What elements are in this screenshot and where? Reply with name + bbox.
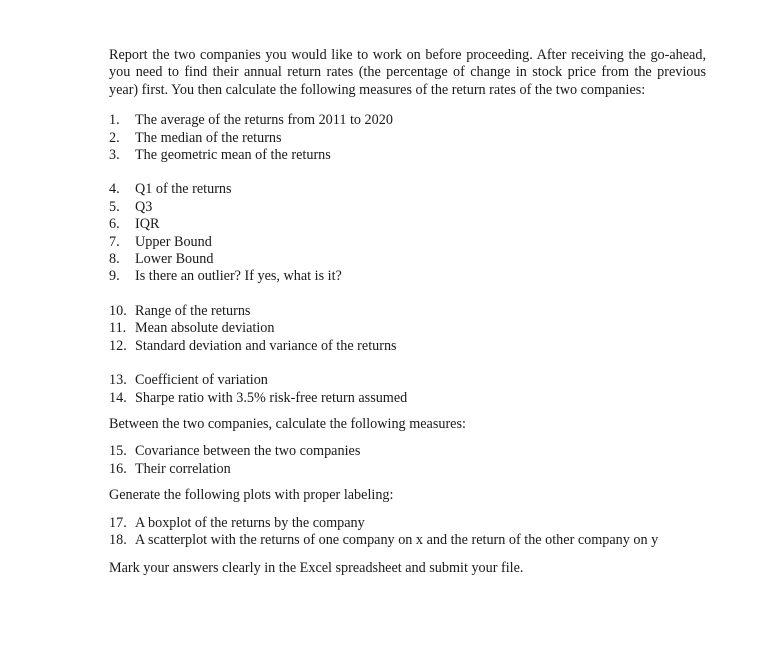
item-text: A boxplot of the returns by the company [135, 514, 365, 531]
item-number: 11. [109, 320, 127, 337]
measures-list-group-2 [109, 181, 706, 285]
item-text: Q1 of the returns [135, 181, 232, 198]
measures-list-group-3 [109, 303, 706, 355]
item-text: Lower Bound [135, 251, 214, 268]
measures-list-group-5 [109, 443, 706, 478]
item-text: Standard deviation and variance of the returns [135, 337, 397, 354]
submission-instructions: Mark your answers clearly in the Excel spreadsheet and submit your file. [109, 560, 524, 577]
item-number: 8. [109, 251, 120, 268]
list-item [109, 147, 706, 164]
list-item [109, 303, 706, 320]
list-item [109, 443, 706, 460]
item-text: The geometric mean of the returns [135, 147, 331, 164]
list-item [109, 234, 706, 251]
list-item [109, 532, 706, 549]
item-number: 3. [109, 147, 120, 164]
item-number: 1. [109, 112, 120, 129]
item-number: 16. [109, 460, 127, 477]
item-number: 18. [109, 531, 127, 548]
item-text: Mean absolute deviation [135, 320, 275, 337]
item-number: 12. [109, 337, 127, 354]
item-text: Covariance between the two companies [135, 443, 361, 460]
item-text: Sharpe ratio with 3.5% risk-free return assumed [135, 389, 408, 406]
item-number: 2. [109, 129, 120, 146]
list-item [109, 268, 706, 285]
plots-list [109, 515, 706, 550]
list-item [109, 130, 706, 147]
item-text: IQR [135, 216, 160, 233]
item-number: 14. [109, 389, 127, 406]
list-item [109, 251, 706, 268]
item-number: 15. [109, 443, 127, 460]
item-text: The median of the returns [135, 129, 282, 146]
intro-paragraph: Report the two companies you would like to work on before proceeding. After receiving the go-ahead, you need to find their annual return rates (the percentage of change in stock price from the previous year) first. You then calculate the following measures of the return rates of the two companies: [109, 47, 706, 98]
item-number: 13. [109, 372, 127, 389]
item-text: Is there an outlier? If yes, what is it? [135, 268, 342, 285]
item-number: 5. [109, 198, 120, 215]
item-text: Coefficient of variation [135, 372, 268, 389]
item-text: Their correlation [135, 460, 231, 477]
list-item [109, 181, 706, 198]
item-text: Range of the returns [135, 302, 251, 319]
item-number: 4. [109, 181, 120, 198]
item-number: 9. [109, 268, 120, 285]
item-text: Q3 [135, 198, 153, 215]
item-text: Upper Bound [135, 233, 212, 250]
list-item [109, 338, 706, 355]
between-companies-paragraph: Between the two companies, calculate the following measures: [109, 415, 466, 432]
list-item [109, 216, 706, 233]
item-number: 17. [109, 514, 127, 531]
list-item [109, 461, 706, 478]
list-item [109, 515, 706, 532]
item-number: 7. [109, 233, 120, 250]
list-item [109, 112, 706, 129]
measures-list-group-4 [109, 372, 706, 407]
list-item [109, 372, 706, 389]
list-item [109, 390, 706, 407]
generate-plots-paragraph: Generate the following plots with proper labeling: [109, 487, 394, 504]
list-item [109, 320, 706, 337]
item-number: 10. [109, 302, 127, 319]
assignment-document [109, 47, 706, 578]
item-text: A scatterplot with the returns of one company on x and the return of the other company on y [135, 531, 659, 548]
measures-list-group-1 [109, 112, 706, 164]
list-item [109, 199, 706, 216]
item-number: 6. [109, 216, 120, 233]
item-text: The average of the returns from 2011 to 2020 [135, 112, 393, 129]
